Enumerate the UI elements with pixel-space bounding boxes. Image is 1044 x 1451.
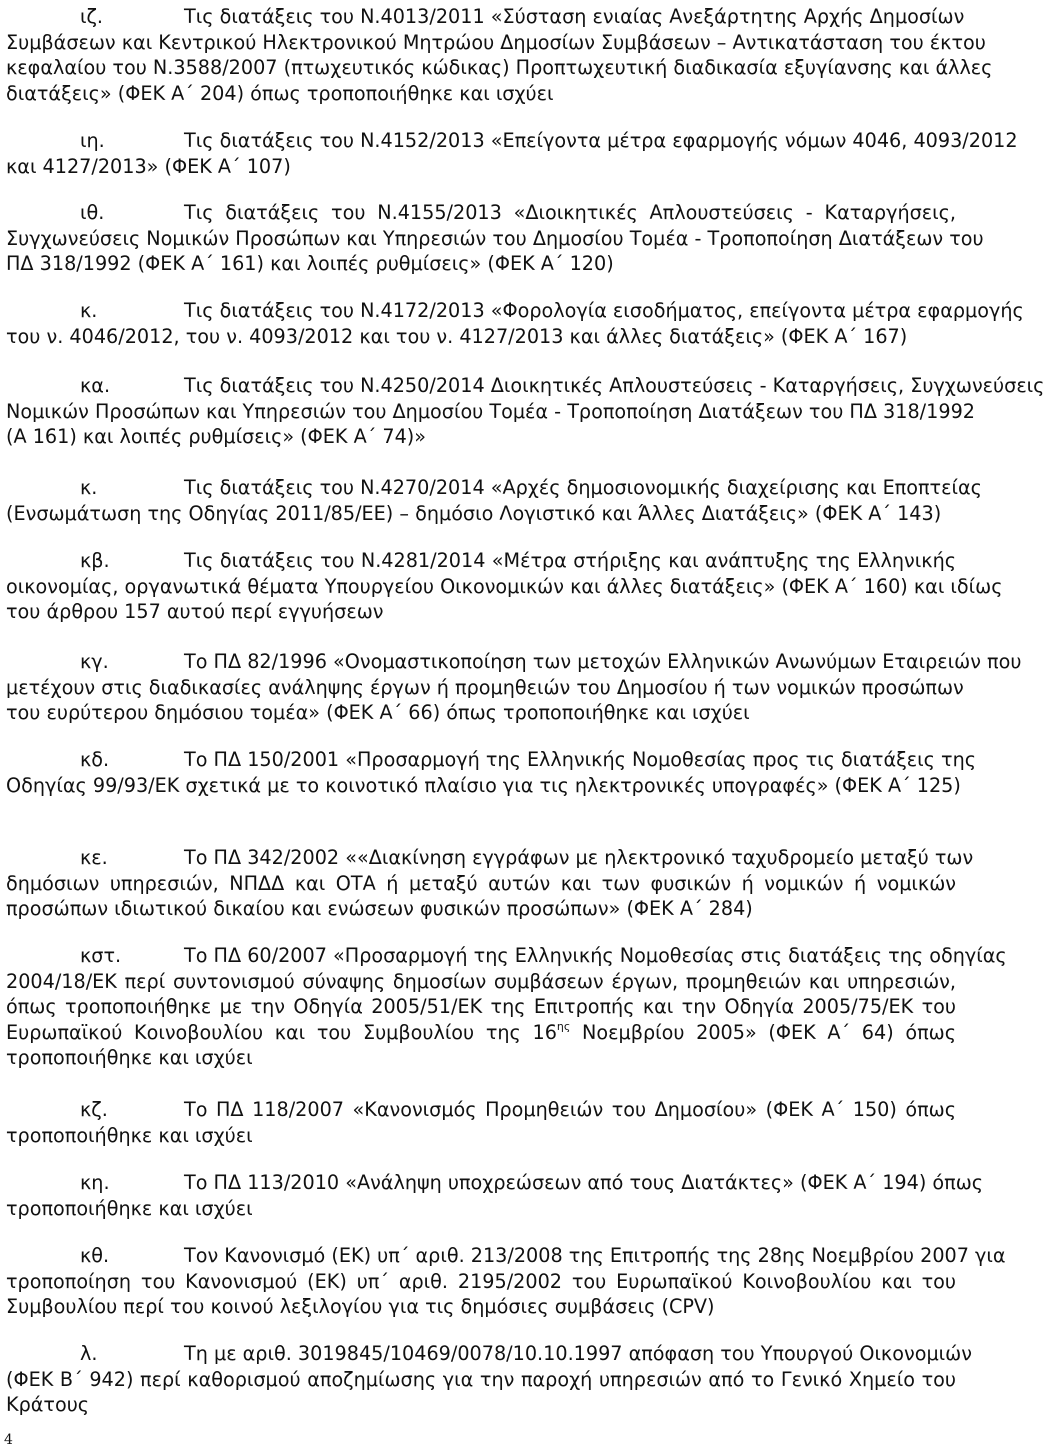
item-text: Το ΠΔ 113/2010 «Ανάληψη υποχρεώσεων από τους Διατάκτες» (ΦΕΚ Α΄ 194) όπως [184,1171,984,1194]
item-text: τροποποιήθηκε και ισχύει [6,1046,253,1069]
list-item-kh [6,1170,984,1221]
item-label: κγ. [80,650,109,673]
list-item-kz [6,1097,956,1148]
item-text: Ευρωπαϊκού Κοινοβουλίου και του Συμβουλίου της 16 [6,1020,557,1044]
item-text: (ΦΕΚ Β΄ 942) περί καθορισμού αποζημίωσης για την παροχή υπηρεσιών από το Γενικό Χημείο του [6,1367,956,1391]
item-text: του ευρύτερου δημόσιου τομέα» (ΦΕΚ Α΄ 66) όπως τροποποιήθηκε και ισχύει [6,701,750,724]
item-text: Συμβάσεων και Κεντρικού Ηλεκτρονικού Μητρώου Δημοσίων Συμβάσεων – Αντικατάσταση του έκτου [6,30,986,54]
item-label: ιη. [80,129,105,152]
item-text: δημόσιων υπηρεσιών, ΝΠΔΔ και ΟΤΑ ή μεταξύ αυτών και των φυσικών ή νομικών ή νομικών [6,871,956,895]
item-text: Τη με αριθ. 3019845/10469/0078/10.10.1997 απόφαση του Υπουργού Οικονομιών [184,1342,972,1365]
item-text: μετέχουν στις διαδικασίες ανάληψης έργων ή προμηθειών του Δημοσίου ή των νομικών προσώπων [6,675,964,699]
item-text: Τις διατάξεις του Ν.4281/2014 «Μέτρα στήριξης και ανάπτυξης της Ελληνικής [184,549,956,572]
item-text: Κράτους [6,1393,90,1416]
item-text: Τις διατάξεις του Ν.4250/2014 Διοικητικές Απλουστεύσεις - Καταργήσεις, Συγχωνεύσεις [184,374,1044,397]
item-text: ΠΔ 318/1992 (ΦΕΚ Α΄ 161) και λοιπές ρυθμίσεις» (ΦΕΚ Α΄ 120) [6,252,614,275]
item-text: Τις διατάξεις του Ν.4152/2013 «Επείγοντα μέτρα εφαρμογής νόμων 4046, 4093/2012 [184,129,1018,152]
item-text: Το ΠΔ 82/1996 «Ονομαστικοποίηση των μετοχών Ελληνικών Ανωνύμων Εταιρειών που [184,650,1022,673]
item-text: (Ενσωμάτωση της Οδηγίας 2011/85/ΕΕ) – δημόσιο Λογιστικό και Άλλες Διατάξεις» (ΦΕΚ Α΄ 143) [6,501,942,525]
item-label: κ. [80,476,98,499]
item-label: κ. [80,299,98,322]
item-text: Το ΠΔ 342/2002 ««Διακίνηση εγγράφων με ηλεκτρονικό ταχυδρομείο μεταξύ των [184,846,974,869]
item-text: προσώπων ιδιωτικού δικαίου και ενώσεων φυσικών προσώπων» (ΦΕΚ Α΄ 284) [6,897,753,920]
item-text: Τις διατάξεις του Ν.4270/2014 «Αρχές δημοσιονομικής διαχείρισης και Εποπτείας [184,476,982,499]
item-text: τροποποίηση του Κανονισμού (ΕΚ) υπ΄ αριθ. 2195/2002 του Ευρωπαϊκού Κοινοβουλίου και του [6,1269,956,1293]
item-text: 2004/18/ΕΚ περί συντονισμού σύναψης δημοσίων συμβάσεων έργων, προμηθειών και υπηρεσιών, [6,969,956,993]
item-text: όπως τροποποιήθηκε με την Οδηγία 2005/51/ΕΚ της Επιτροπής και την Οδηγία 2005/75/ΕΚ του [6,995,956,1018]
item-text: (Α 161) και λοιπές ρυθμίσεις» (ΦΕΚ Α΄ 74)» [6,425,427,448]
item-label: κζ. [80,1098,108,1121]
item-label: κη. [80,1171,110,1194]
list-item-k2 [6,475,982,526]
list-item-kst [6,943,1007,1071]
item-text: Νομικών Προσώπων και Υπηρεσιών του Δημοσίου Τομέα - Τροποποίηση Διατάξεων του ΠΔ 318/1992 [6,399,975,423]
item-text: οικονομίας, οργανωτικά θέματα Υπουργείου Οικονομικών και άλλες διατάξεις» (ΦΕΚ Α΄ 160) και ιδίως [6,574,1003,598]
ordinal-suffix: ης [556,1019,571,1033]
item-label: κδ. [80,748,110,771]
item-label: λ. [80,1342,98,1365]
item-text: Τις διατάξεις του Ν.4013/2011 «Σύσταση ενιαίας Ανεξάρτητης Αρχής Δημοσίων [184,5,965,28]
item-label: κβ. [80,549,110,572]
item-text: Συγχωνεύσεις Νομικών Προσώπων και Υπηρεσιών του Δημοσίου Τομέα - Τροποποίηση Διατάξεων του [6,226,984,250]
item-text: κεφαλαίου του Ν.3588/2007 (πτωχευτικός κώδικας) Προπτωχευτική διαδικασία εξυγίανσης και άλλες [6,56,993,79]
item-text: Το ΠΔ 118/2007 «Κανονισμός Προμηθειών του Δημοσίου» (ΦΕΚ Α΄ 150) όπως [184,1098,956,1121]
item-text: τροποποιήθηκε και ισχύει [6,1196,253,1220]
item-text: Το ΠΔ 60/2007 «Προσαρμογή της Ελληνικής Νομοθεσίας στις διατάξεις της οδηγίας [184,944,1007,967]
page-number: 4 [4,1432,13,1448]
list-item-k [6,298,1024,349]
item-text: διατάξεις» (ΦΕΚ Α΄ 204) όπως τροποποιήθηκε και ισχύει [6,81,554,105]
list-item-ka [6,373,1044,450]
item-label: κθ. [80,1244,110,1267]
item-label: κστ. [80,944,122,967]
list-item-kth [6,1243,1006,1320]
item-text: Τις διατάξεις του Ν.4155/2013 «Διοικητικές Απλουστεύσεις - Καταργήσεις, [184,201,956,224]
item-text: του ν. 4046/2012, του ν. 4093/2012 και του ν. 4127/2013 και άλλες διατάξεις» (ΦΕΚ Α΄ 167) [6,324,908,348]
item-text: Οδηγίας 99/93/ΕΚ σχετικά με το κοινοτικό πλαίσιο για τις ηλεκτρονικές υπογραφές» (ΦΕΚ Α΄ 125) [6,773,961,797]
list-item-ke [6,845,974,922]
list-item-kg [6,649,1022,726]
item-label: κα. [80,374,111,397]
list-item-l [6,1341,972,1418]
item-text: Νοεμβρίου 2005» (ΦΕΚ Α΄ 64) όπως [582,1020,956,1044]
item-text: τροποποιήθηκε και ισχύει [6,1123,253,1147]
item-text: Τον Κανονισμό (ΕΚ) υπ΄ αριθ. 213/2008 της Επιτροπής της 28ης Νοεμβρίου 2007 για [184,1244,1006,1267]
list-item-ih [6,128,1018,179]
item-text: Συμβουλίου περί του κοινού λεξιλογίου για τις δημόσιες συμβάσεις (CPV) [6,1295,715,1318]
item-text: και 4127/2013» (ΦΕΚ Α΄ 107) [6,154,291,178]
item-text: του άρθρου 157 αυτού περί εγγυήσεων [6,600,384,623]
list-item-kd [6,747,976,798]
item-text: Τις διατάξεις του Ν.4172/2013 «Φορολογία εισοδήματος, επείγοντα μέτρα εφαρμογής [184,299,1024,322]
list-item-ith [6,200,984,277]
item-label: κε. [80,846,108,869]
item-text: Το ΠΔ 150/2001 «Προσαρμογή της Ελληνικής Νομοθεσίας προς τις διατάξεις της [184,748,976,771]
list-item-iz [6,4,993,106]
item-label: ιθ. [80,201,105,224]
list-item-kv [6,548,1003,625]
item-label: ιζ. [80,5,104,28]
